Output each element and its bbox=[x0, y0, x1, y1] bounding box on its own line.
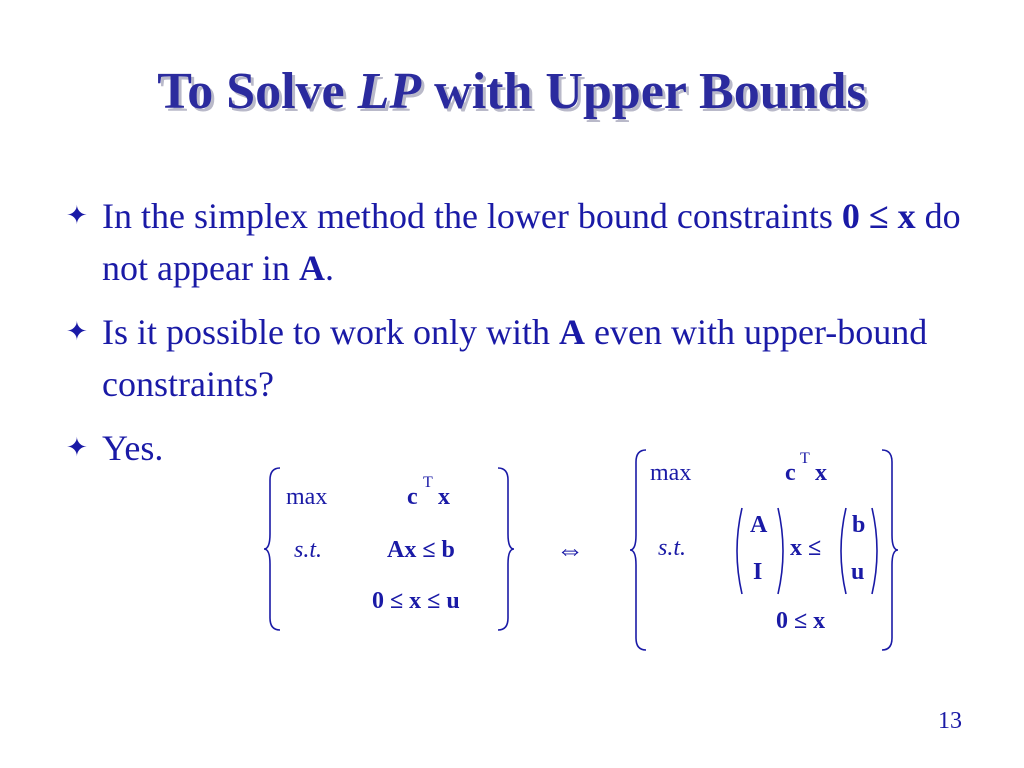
bullet-text: In the simplex method the lower bound constraints bbox=[102, 196, 842, 236]
bullet-text: Yes. bbox=[102, 428, 164, 468]
bullet-text: Is it possible to work only with bbox=[102, 312, 559, 352]
bullet-bold-math: 0 ≤ x bbox=[841, 196, 916, 236]
constraint-bounds: 0 ≤ x ≤ u bbox=[372, 588, 460, 614]
slide-title bbox=[0, 62, 1024, 121]
bullet-text: . bbox=[324, 248, 334, 288]
vector-u: u bbox=[851, 559, 865, 585]
title-text-2: with Upper Bounds bbox=[434, 63, 867, 120]
left-brace-icon bbox=[628, 448, 650, 652]
bullet-list bbox=[66, 190, 966, 486]
x-leq: x ≤ bbox=[790, 535, 822, 561]
right-brace-icon bbox=[494, 466, 516, 632]
bullet-item-2 bbox=[66, 306, 966, 410]
page-number: 13 bbox=[938, 708, 962, 734]
left-brace-icon bbox=[262, 466, 284, 632]
title-lp: LP bbox=[357, 63, 422, 120]
constraint-nonneg: 0 ≤ x bbox=[776, 608, 826, 634]
four-point-star-icon: ✦ bbox=[66, 433, 88, 462]
max-label: max bbox=[650, 460, 692, 486]
subject-to-label: s.t. bbox=[658, 535, 687, 561]
four-point-star-icon: ✦ bbox=[66, 201, 88, 230]
matrix-a: A bbox=[750, 512, 768, 538]
objective-x: x bbox=[438, 484, 450, 510]
bullet-bold-math: A bbox=[298, 248, 325, 288]
vector-b: b bbox=[852, 512, 866, 538]
bullet-bold-math: A bbox=[559, 312, 585, 352]
bullet-item-1 bbox=[66, 190, 966, 294]
title-text-1: To Solve bbox=[157, 63, 345, 120]
objective-c: c bbox=[785, 460, 796, 486]
bullet-item-3 bbox=[66, 422, 966, 474]
objective-c: c bbox=[407, 484, 418, 510]
bullet-text: even with upper-bound constraints? bbox=[102, 312, 928, 404]
max-label: max bbox=[286, 484, 328, 510]
subject-to-label: s.t. bbox=[294, 537, 323, 563]
bullet-text: do not appear in bbox=[102, 196, 961, 288]
objective-transpose: T bbox=[800, 450, 810, 467]
constraint-ax-leq-b: Ax ≤ b bbox=[387, 537, 455, 563]
equivalence-symbol: ⇔ bbox=[556, 535, 584, 566]
objective-x: x bbox=[815, 460, 827, 486]
four-point-star-icon: ✦ bbox=[66, 317, 88, 346]
matrix-identity: I bbox=[753, 559, 763, 585]
objective-transpose: T bbox=[423, 474, 433, 491]
